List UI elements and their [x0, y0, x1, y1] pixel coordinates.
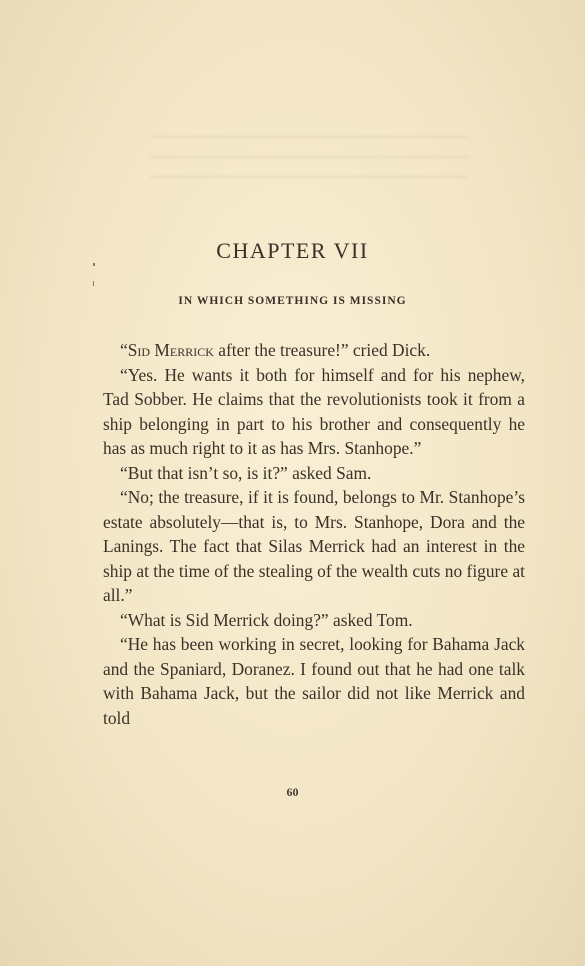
page-number: 60	[286, 785, 299, 799]
body-text	[103, 338, 525, 730]
chapter-subtitle: IN WHICH SOMETHING IS MISSING	[178, 295, 407, 307]
dropcap-smallcaps: “Sid Merrick	[120, 340, 214, 360]
paragraph: “Yes. He wants it both for himself and for his nephew, Tad Sobber. He claims that the revolutionists took it from a ship belonging in part to his brother and consequently he has as much right to it as has Mrs. Stanhope.”	[103, 364, 525, 458]
paragraph: “No; the treasure, if it is found, belongs to Mr. Stanhope’s estate absolutely—that is, to Mrs. Stanhope, Dora and the Lanings. The fact that Silas Merrick had an interest in the ship at the time of the stealing of the wealth cuts no figure at all.”	[103, 487, 525, 605]
paragraph: “He has been working in secret, looking for Bahama Jack and the Spaniard, Doranez. I found out that he had one talk with Bahama Jack, but the sailor did not like Merrick and told	[103, 634, 525, 728]
paragraph	[103, 338, 525, 363]
paragraph-text: after the treasure!” cried Dick.	[213, 340, 431, 360]
chapter-title: CHAPTER VII	[216, 238, 369, 263]
paragraph: “What is Sid Merrick doing?” asked Tom.	[120, 609, 413, 630]
paragraph: “But that isn’t so, is it?” asked Sam.	[120, 462, 372, 483]
margin-speck	[93, 281, 94, 286]
show-through-text	[150, 118, 470, 188]
